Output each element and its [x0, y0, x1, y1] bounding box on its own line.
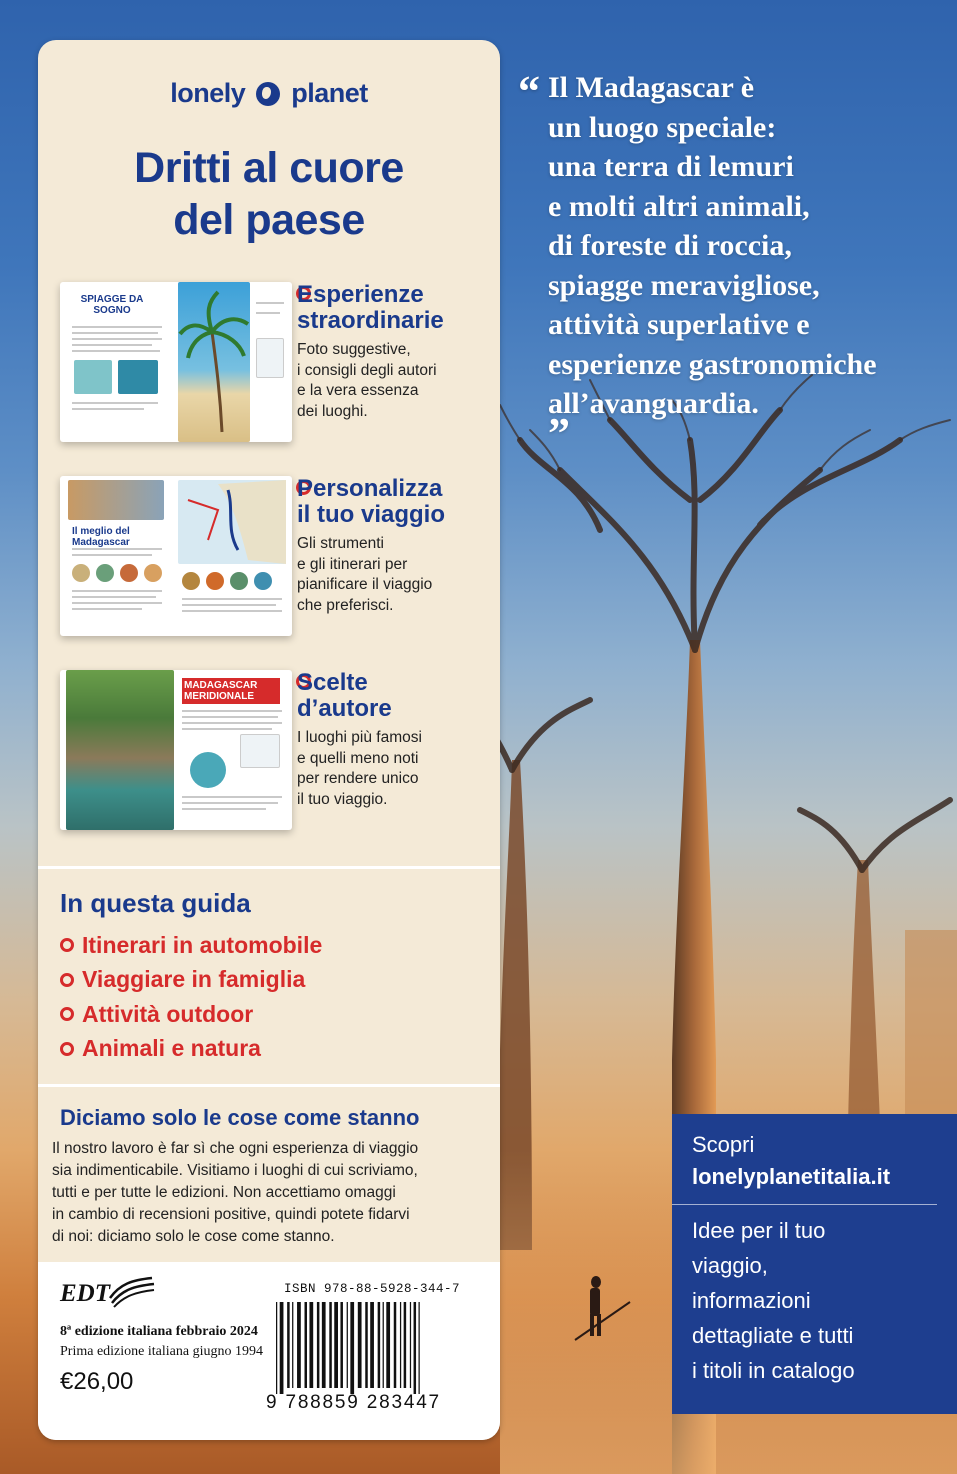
feature-description: Foto suggestive, i consigli degli autori e la vera essenza dei luoghi. — [297, 341, 437, 420]
divider — [672, 1204, 937, 1205]
feature-description: Gli strumenti e gli itinerari per pianificare il viaggio che preferisci. — [297, 535, 433, 614]
guide-item: Viaggiare in famiglia — [60, 963, 322, 998]
edt-logo: EDT — [60, 1280, 110, 1308]
divider — [38, 866, 500, 869]
barcode-bar — [280, 1302, 284, 1394]
barcode-bar — [322, 1302, 326, 1388]
feature-personalize — [38, 476, 500, 656]
quote-text: Il Madagascar è un luogo speciale: una terra di lemuri e molti altri animali, di foreste di roccia, spiagge meravigliose, attività superlative e esperienze gastronomiche all’avanguardia. ” — [548, 68, 948, 444]
barcode-bar — [329, 1302, 332, 1388]
barcode-bar — [358, 1302, 362, 1388]
barcode-bar — [400, 1302, 401, 1388]
itinerary-map-icon — [178, 480, 286, 564]
first-edition-text: Prima edizione italiana giugno 1994 — [60, 1344, 263, 1359]
feature-title: Esperienze straordinarie — [297, 281, 444, 334]
barcode-bar — [347, 1302, 348, 1388]
website-intro: Scopri — [692, 1132, 755, 1157]
barcode-bar — [317, 1302, 320, 1388]
barcode-bar — [370, 1302, 374, 1388]
barcode-bar — [292, 1302, 293, 1388]
honesty-text: Il nostro lavoro è far sì che ogni esperienza di viaggio sia indimenticabile. Visitiamo i luoghi di cui scriviamo, tutti e per tutte le edizioni. Non accettiamo omaggi in cambio di recensioni positive, quindi potete fidarvi di noi: diciamo solo le cose come stanno. — [52, 1140, 419, 1245]
website-box — [672, 1114, 957, 1414]
globe-icon — [256, 82, 280, 106]
close-quote-mark: ” — [548, 408, 570, 458]
barcode-bar — [287, 1302, 290, 1388]
divider — [38, 1084, 500, 1087]
open-quote-mark: “ — [518, 67, 540, 116]
website-description: Idee per il tuo viaggio, informazioni dettagliate e tutti i titoli in catalogo — [692, 1218, 855, 1383]
info-panel — [38, 40, 500, 1440]
barcode-bar — [414, 1302, 417, 1394]
guide-item: Itinerari in automobile — [60, 928, 322, 963]
barcode-bar — [383, 1302, 384, 1388]
quote-block — [518, 67, 948, 458]
barcode-number: 9 788859 283447 — [266, 1392, 441, 1413]
barcode-bar — [350, 1302, 354, 1394]
bullet-ring-icon — [60, 973, 74, 987]
wave-logo-icon — [108, 1274, 156, 1308]
barcode-bar — [297, 1302, 301, 1388]
logo-word-planet: planet — [291, 78, 368, 108]
barcode-bar — [394, 1302, 397, 1388]
feature-experiences — [38, 282, 500, 462]
honesty-title: Diciamo solo le cose come stanno — [60, 1105, 420, 1130]
website-url[interactable]: lonelyplanetitalia.it — [692, 1164, 891, 1189]
barcode-bar — [404, 1302, 407, 1388]
guide-title: In questa guida — [60, 888, 251, 918]
palm-tree-icon — [178, 282, 250, 442]
lonely-planet-logo — [38, 78, 500, 109]
barcode-bar — [309, 1302, 313, 1388]
feature-title: Scelte d’autore — [297, 669, 392, 722]
guide-item: Animali e natura — [60, 1032, 322, 1067]
barcode-bar — [340, 1302, 343, 1388]
barcode-bar — [305, 1302, 308, 1388]
mock-page-title: SPIAGGE DA SOGNO — [80, 294, 144, 316]
book-spread-image — [60, 670, 292, 830]
headline: Dritti al cuore del paese — [134, 144, 404, 244]
barcode-bar — [276, 1302, 277, 1394]
feature-description: I luoghi più famosi e quelli meno noti per rendere unico il tuo viaggio. — [297, 729, 422, 808]
edition-text: 8ª edizione italiana febbraio 2024 — [60, 1324, 258, 1339]
bullet-ring-icon — [60, 1042, 74, 1056]
feature-author-picks — [38, 670, 500, 850]
mock-page-title: MADAGASCAR MERIDIONALE — [182, 678, 280, 704]
book-spread-image — [60, 282, 292, 442]
barcode-bar — [410, 1302, 411, 1388]
barcode — [274, 1302, 480, 1394]
barcode-bar — [334, 1302, 338, 1388]
barcode-bar — [419, 1302, 420, 1394]
barcode-bar — [365, 1302, 368, 1388]
mock-page-title: Il meglio del Madagascar — [72, 526, 130, 548]
isbn-label: ISBN 978-88-5928-344-7 — [284, 1282, 461, 1296]
feature-title: Personalizza il tuo viaggio — [297, 475, 445, 528]
guide-item: Attività outdoor — [60, 997, 322, 1032]
book-spread-image — [60, 476, 292, 636]
guide-list — [60, 928, 322, 1066]
logo-word-lonely: lonely — [170, 78, 246, 108]
barcode-bar — [386, 1302, 390, 1388]
price: €26,00 — [60, 1368, 134, 1395]
bullet-ring-icon — [60, 938, 74, 952]
publisher-box — [38, 1262, 500, 1440]
bullet-ring-icon — [60, 1007, 74, 1021]
barcode-bar — [378, 1302, 381, 1388]
